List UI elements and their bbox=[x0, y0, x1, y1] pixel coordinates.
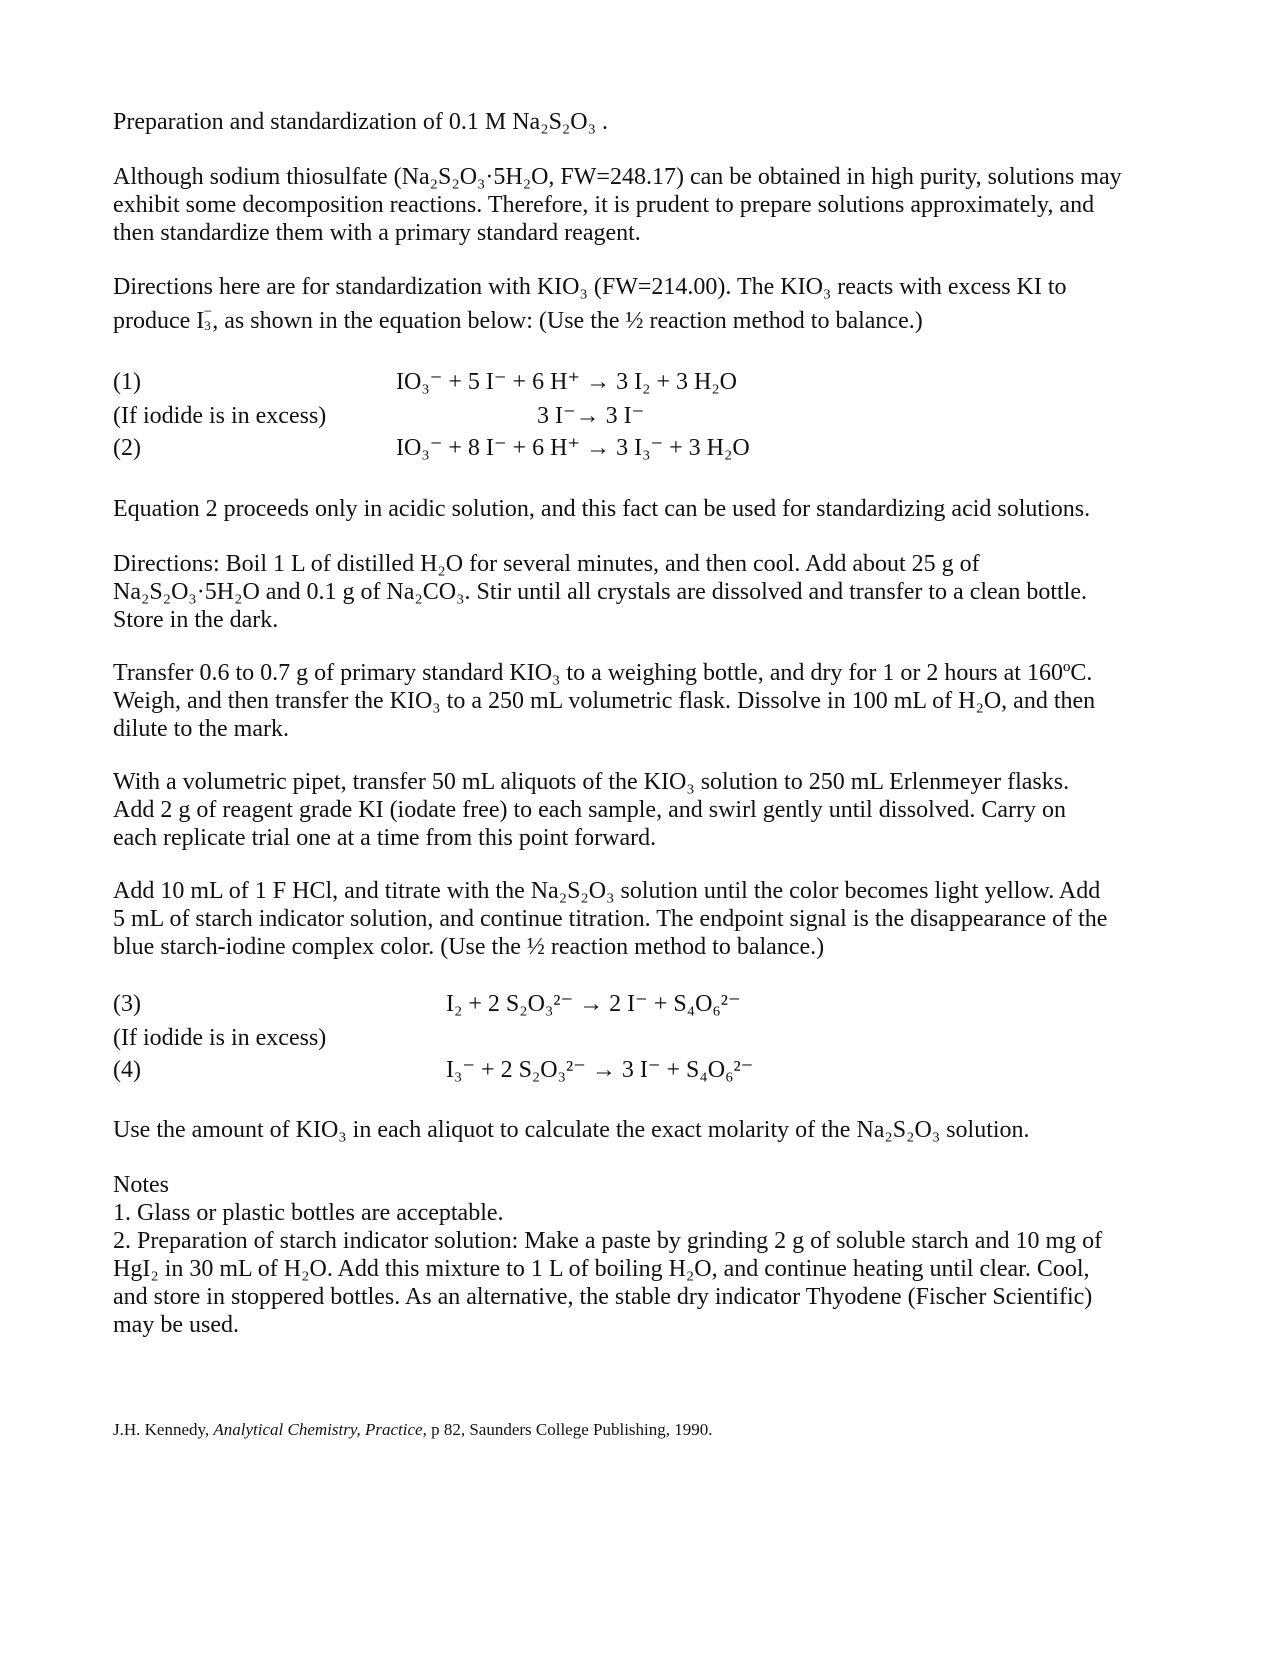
note-2-line-3: and store in stoppered bottles. As an alternative, the stable dry indicator Thyodene (Fischer Scientific) bbox=[113, 1284, 1093, 1310]
notes-section bbox=[113, 1171, 1173, 1339]
equation-row-1 bbox=[113, 368, 1173, 398]
equation-label-4: (4) bbox=[113, 1057, 141, 1083]
note-1: 1. Glass or plastic bottles are acceptable. bbox=[113, 1200, 504, 1226]
equation-3: I₂ + 2 S₂O₃²⁻ → 2 I⁻ + S₄O₆²⁻ bbox=[446, 991, 741, 1017]
notes-heading: Notes bbox=[113, 1172, 169, 1198]
note-2-line-1: 2. Preparation of starch indicator solution: Make a paste by grinding 2 g of soluble starch and 10 mg of bbox=[113, 1228, 1103, 1254]
equation-2: IO₃⁻ + 8 I⁻ + 6 H⁺ → 3 I₃⁻ + 3 H₂O bbox=[396, 435, 750, 461]
document-title: Preparation and standardization of 0.1 M Na₂S₂O₃ . bbox=[113, 109, 608, 135]
equation-row-2 bbox=[113, 434, 1173, 464]
produce-word: produce I bbox=[113, 308, 205, 334]
citation-author: J.H. Kennedy, bbox=[113, 1420, 214, 1439]
equation-1: IO₃⁻ + 5 I⁻ + 6 H⁺ → 3 I₂ + 3 H₂O bbox=[396, 369, 738, 395]
titration-paragraph: Add 10 mL of 1 F HCl, and titrate with the Na₂S₂O₃ solution until the color becomes light yellow. Add 5 mL of starch indicator solution, and continue titration. The endpoint signal is the disappearance of the blue starch-iodine complex color. (Use the ½ reaction method to balance.) bbox=[113, 878, 1108, 960]
equation-label-excess-a: (If iodide is in excess) bbox=[113, 403, 327, 429]
equation-row-4 bbox=[113, 1056, 1173, 1086]
equation-row-excess-b bbox=[113, 1024, 1173, 1054]
equation-label-3: (3) bbox=[113, 991, 141, 1017]
boil-directions-paragraph: Directions: Boil 1 L of distilled H₂O for several minutes, and then cool. Add about 25 g of Na₂S₂O₃·5H₂O and 0.1 g of Na₂CO₃. Stir until all crystals are dissolved and transfer to a clean bottle. Store in the dark. bbox=[113, 551, 1087, 633]
kio3-directions-continuation: , as shown in the equation below: (Use the ½ reaction method to balance.) bbox=[212, 308, 923, 334]
citation-rest: , p 82, Saunders College Publishing, 1990. bbox=[422, 1420, 713, 1439]
pipet-paragraph: With a volumetric pipet, transfer 50 mL aliquots of the KIO₃ solution to 250 mL Erlenmeyer flasks. Add 2 g of reagent grade KI (iodate free) to each sample, and swirl gently until dissolved. Carry on each replicate trial one at a time from this point forward. bbox=[113, 769, 1070, 851]
note-2-line-4: may be used. bbox=[113, 1312, 239, 1338]
citation bbox=[113, 1416, 1173, 1444]
transfer-paragraph: Transfer 0.6 to 0.7 g of primary standard KIO₃ to a weighing bottle, and dry for 1 or 2 hours at 160ºC. Weigh, and then transfer the KIO₃ to a 250 mL volumetric flask. Dissolve in 100 mL of H₂O, and then dilute to the mark. bbox=[113, 660, 1096, 742]
equation-row-3 bbox=[113, 990, 1173, 1020]
equation-excess-a: 3 I⁻→ 3 I⁻ bbox=[537, 403, 645, 429]
calculation-paragraph: Use the amount of KIO₃ in each aliquot to calculate the exact molarity of the Na₂S₂O₃ solution. bbox=[113, 1117, 1030, 1143]
note-2-line-2: HgI₂ in 30 mL of H₂O. Add this mixture to 1 L of boiling H₂O, and continue heating until clear. Cool, bbox=[113, 1256, 1090, 1282]
citation-work: Analytical Chemistry, Practice bbox=[213, 1420, 423, 1439]
equation-2-note: Equation 2 proceeds only in acidic solution, and this fact can be used for standardizing acid solutions. bbox=[113, 496, 1091, 522]
equation-label-2: (2) bbox=[113, 435, 141, 461]
equation-label-1: (1) bbox=[113, 369, 141, 395]
intro-paragraph: Although sodium thiosulfate (Na₂S₂O₃·5H₂O, FW=248.17) can be obtained in high purity, solutions may exhibit some decomposition reactions. Therefore, it is prudent to prepare solutions approximately, and then standardize them with a primary standard reagent. bbox=[113, 164, 1122, 246]
equation-label-excess-b: (If iodide is in excess) bbox=[113, 1025, 327, 1051]
kio3-directions-paragraph: Directions here are for standardization with KIO₃ (FW=214.00). The KIO₃ reacts with excess KI to produce $I_3^-$, as shown in the equation below: (Use the ½ reaction method to balance.) bbox=[113, 274, 1067, 334]
equation-4: I₃⁻ + 2 S₂O₃²⁻ → 3 I⁻ + S₄O₆²⁻ bbox=[446, 1057, 754, 1083]
equation-row-excess-a bbox=[113, 402, 1173, 432]
